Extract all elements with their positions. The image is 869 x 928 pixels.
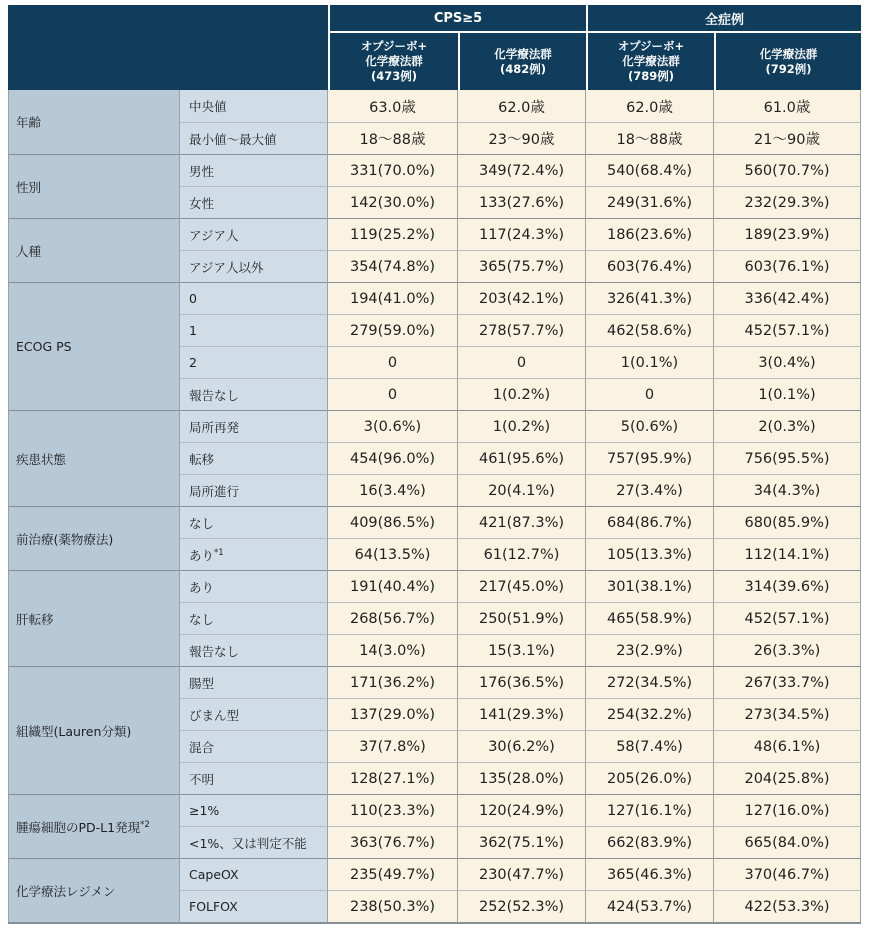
value-cell: 462(58.6%) (586, 314, 714, 346)
value-cell: 135(28.0%) (458, 762, 586, 794)
value-cell: 250(51.9%) (458, 602, 586, 634)
value-cell: 205(26.0%) (586, 762, 714, 794)
category-cell: ECOG PS (8, 282, 180, 410)
value-cell: 452(57.1%) (714, 314, 861, 346)
category-cell: 年齢 (8, 90, 180, 154)
value-cell: 363(76.7%) (328, 826, 458, 858)
category-cell: 肝転移 (8, 570, 180, 666)
value-cell: 61.0歳 (714, 90, 861, 122)
table-row (8, 570, 861, 602)
row-label-cell: 転移 (180, 442, 328, 474)
category-cell: 前治療(薬物療法) (8, 506, 180, 570)
value-cell: 30(6.2%) (458, 730, 586, 762)
value-cell: 64(13.5%) (328, 538, 458, 570)
value-cell: 203(42.1%) (458, 282, 586, 314)
value-cell: 665(84.0%) (714, 826, 861, 858)
value-cell: 23〜90歳 (458, 122, 586, 154)
value-cell: 128(27.1%) (328, 762, 458, 794)
table-row (8, 506, 861, 538)
category-cell: 性別 (8, 154, 180, 218)
value-cell: 272(34.5%) (586, 666, 714, 698)
row-label-cell: 不明 (180, 762, 328, 794)
value-cell: 1(0.2%) (458, 378, 586, 410)
value-cell: 189(23.9%) (714, 218, 861, 250)
value-cell: 14(3.0%) (328, 634, 458, 666)
value-cell: 105(13.3%) (586, 538, 714, 570)
row-label-cell: 混合 (180, 730, 328, 762)
row-label-cell: あり (180, 570, 328, 602)
row-label-cell: 局所進行 (180, 474, 328, 506)
value-cell: 1(0.1%) (586, 346, 714, 378)
treatment-group-header-cell: 化学療法群 (482例) (458, 33, 586, 90)
table-row (8, 282, 861, 314)
row-label-cell: 男性 (180, 154, 328, 186)
value-cell: 37(7.8%) (328, 730, 458, 762)
value-cell: 15(3.1%) (458, 634, 586, 666)
footnote-marker: *1 (214, 547, 224, 558)
value-cell: 18〜88歳 (586, 122, 714, 154)
row-label-cell: <1%、又は判定不能 (180, 826, 328, 858)
value-cell: 235(49.7%) (328, 858, 458, 890)
value-cell: 662(83.9%) (586, 826, 714, 858)
value-cell: 62.0歳 (458, 90, 586, 122)
value-cell: 26(3.3%) (714, 634, 861, 666)
value-cell: 5(0.6%) (586, 410, 714, 442)
value-cell: 137(29.0%) (328, 698, 458, 730)
category-cell: 人種 (8, 218, 180, 282)
row-label-cell: 中央値 (180, 90, 328, 122)
row-label-cell: ≥1% (180, 794, 328, 826)
value-cell: 204(25.8%) (714, 762, 861, 794)
footnote-marker: *2 (140, 819, 150, 830)
category-cell: 疾患状態 (8, 410, 180, 506)
table-head (8, 5, 861, 90)
value-cell: 20(4.1%) (458, 474, 586, 506)
row-label-cell: アジア人以外 (180, 250, 328, 282)
value-cell: 409(86.5%) (328, 506, 458, 538)
row-label-cell: 女性 (180, 186, 328, 218)
value-cell: 273(34.5%) (714, 698, 861, 730)
value-cell: 757(95.9%) (586, 442, 714, 474)
value-cell: 141(29.3%) (458, 698, 586, 730)
value-cell: 16(3.4%) (328, 474, 458, 506)
value-cell: 1(0.2%) (458, 410, 586, 442)
header-row-top (8, 5, 861, 33)
value-cell: 133(27.6%) (458, 186, 586, 218)
value-cell: 336(42.4%) (714, 282, 861, 314)
row-label-cell: 局所再発 (180, 410, 328, 442)
value-cell: 422(53.3%) (714, 890, 861, 922)
value-cell: 191(40.4%) (328, 570, 458, 602)
value-cell: 1(0.1%) (714, 378, 861, 410)
value-cell: 217(45.0%) (458, 570, 586, 602)
row-label-cell: びまん型 (180, 698, 328, 730)
value-cell: 186(23.6%) (586, 218, 714, 250)
value-cell: 331(70.0%) (328, 154, 458, 186)
value-cell: 454(96.0%) (328, 442, 458, 474)
value-cell: 326(41.3%) (586, 282, 714, 314)
value-cell: 301(38.1%) (586, 570, 714, 602)
value-cell: 3(0.6%) (328, 410, 458, 442)
row-label-cell: あり$^{*1}$ (180, 538, 328, 570)
value-cell: 362(75.1%) (458, 826, 586, 858)
value-cell: 365(75.7%) (458, 250, 586, 282)
treatment-group-header-cell: 化学療法群 (792例) (714, 33, 861, 90)
value-cell: 63.0歳 (328, 90, 458, 122)
value-cell: 252(52.3%) (458, 890, 586, 922)
row-label-cell: 2 (180, 346, 328, 378)
table-body (8, 90, 861, 922)
value-cell: 756(95.5%) (714, 442, 861, 474)
value-cell: 540(68.4%) (586, 154, 714, 186)
value-cell: 354(74.8%) (328, 250, 458, 282)
value-cell: 0 (458, 346, 586, 378)
corner-header-cell (8, 5, 328, 90)
value-cell: 370(46.7%) (714, 858, 861, 890)
value-cell: 238(50.3%) (328, 890, 458, 922)
treatment-group-header-cell: オプジーボ+ 化学療法群 (473例) (328, 33, 458, 90)
table-row (8, 154, 861, 186)
value-cell: 279(59.0%) (328, 314, 458, 346)
row-label-cell: 1 (180, 314, 328, 346)
category-cell: 腫瘍細胞のPD-L1発現$^{*2}$ (8, 794, 180, 858)
row-label-cell: FOLFOX (180, 890, 328, 922)
value-cell: 127(16.0%) (714, 794, 861, 826)
value-cell: 48(6.1%) (714, 730, 861, 762)
value-cell: 232(29.3%) (714, 186, 861, 218)
value-cell: 680(85.9%) (714, 506, 861, 538)
value-cell: 58(7.4%) (586, 730, 714, 762)
treatment-group-header-cell: オプジーボ+ 化学療法群 (789例) (586, 33, 714, 90)
value-cell: 21〜90歳 (714, 122, 861, 154)
table-row (8, 666, 861, 698)
value-cell: 117(24.3%) (458, 218, 586, 250)
value-cell: 560(70.7%) (714, 154, 861, 186)
value-cell: 23(2.9%) (586, 634, 714, 666)
value-cell: 465(58.9%) (586, 602, 714, 634)
table-row (8, 410, 861, 442)
table-row (8, 218, 861, 250)
value-cell: 2(0.3%) (714, 410, 861, 442)
value-cell: 27(3.4%) (586, 474, 714, 506)
value-cell: 254(32.2%) (586, 698, 714, 730)
row-label-cell: アジア人 (180, 218, 328, 250)
value-cell: 0 (328, 346, 458, 378)
value-cell: 349(72.4%) (458, 154, 586, 186)
row-label-cell: なし (180, 602, 328, 634)
value-cell: 176(36.5%) (458, 666, 586, 698)
table-row (8, 858, 861, 890)
value-cell: 119(25.2%) (328, 218, 458, 250)
category-cell: 組織型(Lauren分類) (8, 666, 180, 794)
cohort-header-cell: 全症例 (586, 5, 861, 33)
value-cell: 424(53.7%) (586, 890, 714, 922)
value-cell: 461(95.6%) (458, 442, 586, 474)
value-cell: 603(76.1%) (714, 250, 861, 282)
value-cell: 0 (586, 378, 714, 410)
row-label-cell: CapeOX (180, 858, 328, 890)
value-cell: 230(47.7%) (458, 858, 586, 890)
value-cell: 18〜88歳 (328, 122, 458, 154)
value-cell: 62.0歳 (586, 90, 714, 122)
value-cell: 120(24.9%) (458, 794, 586, 826)
row-label-cell: なし (180, 506, 328, 538)
value-cell: 421(87.3%) (458, 506, 586, 538)
value-cell: 684(86.7%) (586, 506, 714, 538)
table-row (8, 794, 861, 826)
row-label-cell: 0 (180, 282, 328, 314)
value-cell: 110(23.3%) (328, 794, 458, 826)
value-cell: 142(30.0%) (328, 186, 458, 218)
value-cell: 603(76.4%) (586, 250, 714, 282)
value-cell: 267(33.7%) (714, 666, 861, 698)
table-row (8, 90, 861, 122)
category-cell: 化学療法レジメン (8, 858, 180, 922)
value-cell: 314(39.6%) (714, 570, 861, 602)
value-cell: 3(0.4%) (714, 346, 861, 378)
value-cell: 61(12.7%) (458, 538, 586, 570)
row-label-cell: 最小値〜最大値 (180, 122, 328, 154)
patient-characteristics-table (8, 5, 861, 924)
value-cell: 112(14.1%) (714, 538, 861, 570)
row-label-cell: 報告なし (180, 378, 328, 410)
row-label-cell: 報告なし (180, 634, 328, 666)
value-cell: 194(41.0%) (328, 282, 458, 314)
cohort-header-cell: CPS≥5 (328, 5, 586, 33)
value-cell: 0 (328, 378, 458, 410)
value-cell: 249(31.6%) (586, 186, 714, 218)
value-cell: 268(56.7%) (328, 602, 458, 634)
value-cell: 452(57.1%) (714, 602, 861, 634)
row-label-cell: 腸型 (180, 666, 328, 698)
value-cell: 171(36.2%) (328, 666, 458, 698)
value-cell: 127(16.1%) (586, 794, 714, 826)
value-cell: 365(46.3%) (586, 858, 714, 890)
value-cell: 278(57.7%) (458, 314, 586, 346)
value-cell: 34(4.3%) (714, 474, 861, 506)
